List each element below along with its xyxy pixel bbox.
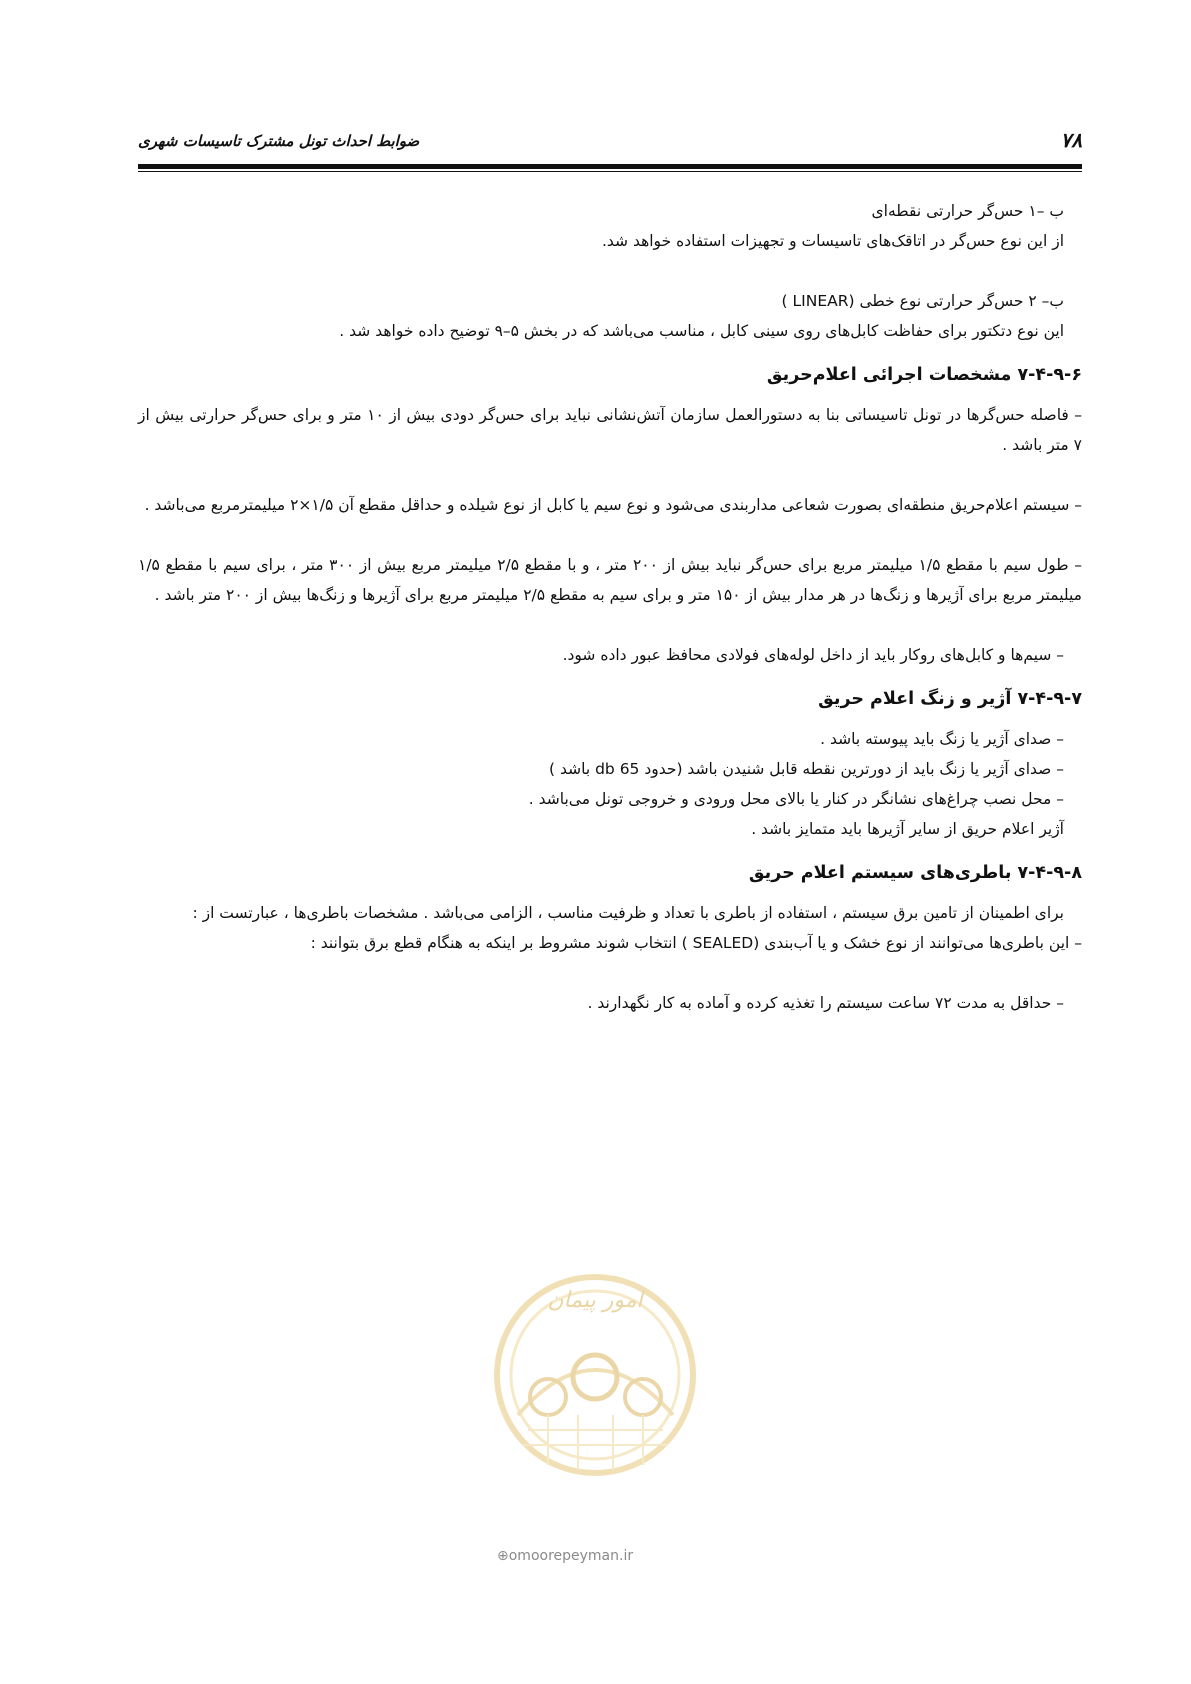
paragraph-battery-intro: برای اطمینان از تامین برق سیستم ، استفاده از باطری با تعداد و ظرفیت مناسب ، الزامی می‌باشد . مشخصات باطری‌ها ، عبارتست از : [192,904,1064,922]
spacer [138,520,1082,550]
header-rule-thick [138,164,1082,169]
page-content [138,196,1082,1018]
section-heading-7-4-9-8: ۷-۴-۹-۸ باطری‌های سیستم اعلام حریق [748,863,1082,883]
list-item: – صدای آژیر یا زنگ باید پیوسته باشد . [820,730,1064,748]
spacer [138,958,1082,988]
paragraph-battery-duration: – حداقل به مدت ۷۲ ساعت سیستم را تغذیه کرده و آماده به کار نگهدارند . [587,994,1064,1012]
subsection-b1-body: از این نوع حس‌گر در اتاقک‌های تاسیسات و تجهیزات استفاده خواهد شد. [601,232,1064,250]
spacer [138,610,1082,640]
paragraph-zone-wiring: – سیستم اعلام‌حریق منطقه‌ای بصورت شعاعی مداربندی می‌شود و نوع سیم یا کابل از نوع شیلده و حداقل مقطع آن ۱/۵×۲ میلیمترمربع می‌باشد . [144,496,1082,514]
list-item: – صدای آژیر یا زنگ باید از دورترین نقطه قابل شنیدن باشد (حدود 65 db باشد ) [549,760,1064,778]
watermark-site [497,1548,633,1564]
header-rule-thin [138,171,1082,172]
page-header [138,118,1082,160]
spacer [138,256,1082,286]
page-number: ۷۸ [1060,128,1082,152]
paragraph-battery-type: – این باطری‌ها می‌توانند از نوع خشک و یا آب‌بندی (SEALED ) انتخاب شوند مشروط بر اینکه به هنگام قطع برق بتوانند : [310,934,1082,952]
watermark-site-text: omoorepeyman.ir [508,1548,634,1564]
section-heading-7-4-9-6: ۷-۴-۹-۶ مشخصات اجرائی اعلام‌حریق [766,365,1082,385]
subsection-b2-body: این نوع دتکتور برای حفاظت کابل‌های روی سینی کابل ، مناسب می‌باشد که در بخش ۵–۹ توضیح داده خواهد شد . [339,322,1064,340]
subsection-b1-title: ب –۱ حس‌گر حرارتی نقطه‌ای [871,202,1064,220]
list-item: – محل نصب چراغ‌های نشانگر در کنار یا بالای محل ورودی و خروجی تونل می‌باشد . [528,790,1064,808]
spacer [138,460,1082,490]
running-title: ضوابط احداث تونل مشترک تاسیسات شهری [138,132,420,150]
list-item: آژیر اعلام حریق از سایر آژیرها باید متمایز باشد . [751,820,1064,838]
paragraph-detector-spacing: – فاصله حس‌گرها در تونل تاسیساتی بنا به دستورالعمل سازمان آتش‌نشانی نباید برای حس‌گر دودی بیش از ۱۰ متر و برای حس‌گر حرارتی بیش از ۷ متر باشد . [138,406,1082,454]
globe-icon: ⊕ [497,1548,509,1564]
paragraph-wire-length: – طول سیم با مقطع ۱/۵ میلیمتر مربع برای حس‌گر نباید بیش از ۲۰۰ متر ، و با مقطع ۲/۵ میلیمتر مربع بیش از ۳۰۰ متر ، برای سیم با مقطع ۱/۵ میلیمتر مربع برای آژیرها و زنگ‌ها در هر مدار بیش از ۱۵۰ متر و برای سیم به مقطع ۲/۵ میلیمتر مربع برای آژیرها و زنگ‌ها بیش از ۲۰۰ متر باشد . [138,556,1082,604]
subsection-b2-title: ب– ۲ حس‌گر حرارتی نوع خطی (LINEAR ) [781,292,1064,310]
section-heading-7-4-9-7: ۷-۴-۹-۷ آژیر و زنگ اعلام حریق [818,689,1082,709]
paragraph-steel-conduit: – سیم‌ها و کابل‌های روکار باید از داخل لوله‌های فولادی محافظ عبور داده شود. [562,646,1064,664]
watermark-logo [488,1265,703,1480]
watermark-logo-text: امور پیمان [547,1288,643,1313]
